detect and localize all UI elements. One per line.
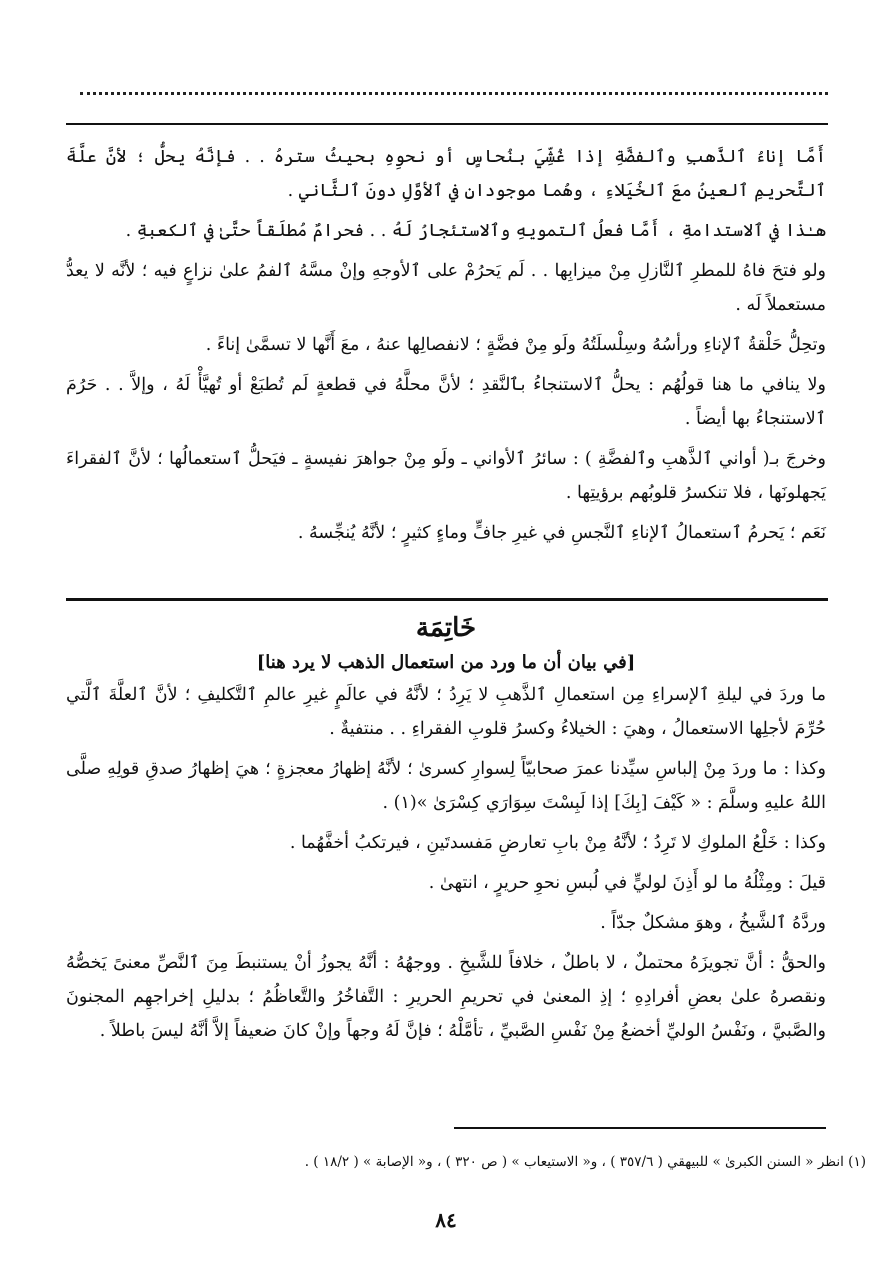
paragraph: وخرجَ بـ( أواني ٱلذَّهبِ وٱلفضَّةِ ) : سائرُ ٱلأواني ـ ولَو مِنْ جواهرَ نفيسةٍ ـ فيَحلُّ ٱستعمالُها ؛ لأنَّ ٱلفقراءَ يَجهلونَها ، فلا تنكسرُ قلوبُهم برؤيتِها . <box>66 449 826 503</box>
paragraph: نَعَم ؛ يَحرمُ ٱستعمالُ ٱلإناءِ ٱلنَّجسِ في غيرِ جافٍّ وماءٍ كثيرٍ ؛ لأنَّهُ يُنجِّسهُ . <box>297 523 826 543</box>
footnote: (١) انظر « السنن الكبرىٰ » للبيهقي ( ٣٥٧/٦ ) ، و« الاستيعاب » ( ص ٣٢٠ ) ، و« الإصابة » ( ١٨/٢ ) . <box>304 1154 866 1170</box>
footnote-rule <box>454 1127 826 1129</box>
paragraph: أَمَّا إناءُ ٱلذَّهبِ وٱلفضَّةِ إذا غُشِّيَ بنُحاسٍ أو نحوِهِ بحيثُ سترهُ . . فإنَّهُ يحلُّ ؛ لأنَّ علَّةَ ٱلتَّحريمِ ٱلعينُ معَ ٱلخُيَلاءِ ، وهُما موجودانِ في ٱلأوَّلِ دونَ ٱلثَّاني . <box>66 147 826 201</box>
top-rule <box>66 123 828 125</box>
paragraph: ما وردَ في ليلةِ ٱلإسراءِ مِن استعمالِ ٱلذَّهبِ لا يَرِدُ ؛ لأنَّهُ في عالَمٍ غيرِ عالمِ ٱلتَّكليفِ ؛ لأنَّ ٱلعلَّةَ ٱلَّتي حُرِّمَ لأجلِها الاستعمالُ ، وهيَ : الخيلاءُ وكسرُ قلوبِ الفقراءِ . . منتفيةٌ . <box>66 685 826 739</box>
paragraph: ولا ينافي ما هنا قولُهُم : يحلُّ ٱلاستنجاءُ بٱلنَّقدِ ؛ لأنَّ محلَّهُ في قطعةٍ لَم تُطبَعْ أو تُهيَّأْ لَهُ ، وإلاَّ . . حَرُمَ ٱلاستنجاءُ بها أيضاً . <box>66 375 826 429</box>
paragraph: والحقُّ : أنَّ تجويزَهُ محتملٌ ، لا باطلٌ ، خلافاً للشَّيخِ . ووجهُهُ : أنَّهُ يجوزُ أنْ يستنبطَ مِنَ ٱلنَّصِّ معنىً يَخصُّهُ ونقصرهُ علىٰ بعضِ أفرادِهِ ؛ إذِ المعنىٰ في تحريمِ الحريرِ : التَّفاخُرُ والتَّعاظُمُ ؛ بدليلِ إخراجهِم المجنونَ والصَّبيَّ ، ونَفْسُ الوليِّ أخضعُ مِنْ نَفْسِ الصَّبيِّ ، تأمَّلْهُ ؛ فإنَّ لَهُ وجهاً وإنْ كانَ ضعيفاً إلاَّ أنَّهُ ليسَ باطلاً . <box>66 953 826 1041</box>
page-number: ٨٤ <box>435 1208 457 1232</box>
top-dotted-line <box>80 78 828 95</box>
paragraph: وردَّهُ ٱلشَّيخُ ، وهوَ مشكلٌ جدّاً . <box>600 913 826 933</box>
section-subtitle: [في بيان أن ما ورد من استعمال الذهب لا يرد هنا] <box>256 652 636 673</box>
section-title: خَاتِمَة <box>415 613 477 643</box>
paragraph: وكذا : ما وردَ مِنْ إلباسِ سيِّدنا عمرَ صحابيّاً لِسوارِ كسرىٰ ؛ لأنَّهُ إظهارُ معجزةٍ ؛ هيَ إظهارُ صدقِ قولِهِ صلَّى اللهُ عليهِ وسلَّمَ : « كَيْفَ [بِكَ] إذا لَبِسْتَ سِوَارَي كِسْرَىٰ »(١) . <box>66 759 826 813</box>
section-divider <box>66 598 828 601</box>
paragraph: قيلَ : ومِثْلُهُ ما لو أَذِنَ لوليٍّ في لُبسِ نحوِ حريرٍ ، انتهىٰ . <box>428 873 826 893</box>
closing-section <box>66 608 826 1054</box>
paragraph: ولو فتحَ فاهُ للمطرِ ٱلنَّازلِ مِنْ ميزابِها . . لَم يَحرُمْ على ٱلأوجهِ وإنْ مسَّهُ ٱلفمُ علىٰ نزاعٍ فيه ؛ لأنَّه لا يعدُّ مستعملاً لَه . <box>66 261 826 315</box>
upper-section <box>66 140 826 556</box>
paragraph: وتحِلُّ حَلْقةُ ٱلإناءِ ورأسُهُ وسِلْسلَتُهُ ولَو مِنْ فضَّةٍ ؛ لانفصالِها عنهُ ، معَ أَنَّها لا تسمَّىٰ إناءً . <box>205 335 826 355</box>
paragraph: هـٰذا في ٱلاستدامةِ ، أَمَّا فعلُ ٱلتمويهِ وٱلاستئجارُ لَهُ . . فحرامٌ مُطلَقاً حتَّىٰ في ٱلكعبةِ . <box>125 221 826 241</box>
paragraph: وكذا : خَلْعُ الملوكِ لا تَرِدُ ؛ لأنَّهُ مِنْ بابِ تعارضِ مَفسدتَينِ ، فيرتكبُ أخفَّهُما . <box>289 833 826 853</box>
